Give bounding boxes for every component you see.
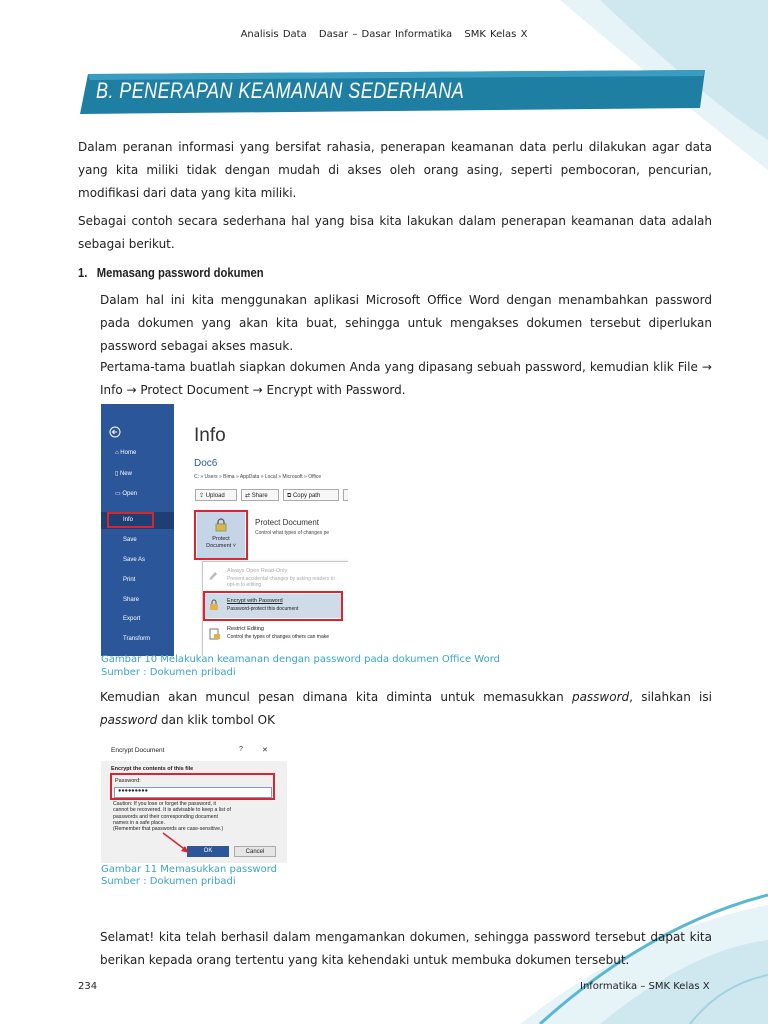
upload-button[interactable]: ⇪ Upload (195, 489, 237, 501)
running-header (0, 29, 768, 40)
sidebar-item-open[interactable]: ▭ Open (115, 491, 138, 497)
figure-encrypt-dialog-screenshot (101, 741, 287, 863)
pointer-arrow-icon (101, 741, 287, 863)
sidebar-item-share[interactable]: Share (123, 597, 140, 603)
protect-document-button[interactable]: Protect Document ˅ (197, 512, 245, 558)
protect-desc: Control what types of changes pe (255, 530, 330, 536)
paragraph-conclusion: Selamat! kita telah berhasil dalam mengamankan dokumen, sehingga password tersebut dapat kita berikan kepada orang tertentu yang kita kehendaki untuk membuka dokumen tersebut. (100, 930, 712, 967)
figure2-source: Sumber : Dokumen pribadi (101, 876, 236, 887)
word-backstage-sidebar (101, 404, 174, 656)
paragraph-word-password: Dalam hal ini kita menggunakan aplikasi Microsoft Office Word dengan menambahkan password pada dokumen yang akan kita buat, sehingga untuk mengakses dokumen tersebut diperlukan password sebagai akses masuk. (100, 293, 712, 353)
dialog-title: Encrypt Document (111, 747, 165, 754)
help-icon[interactable]: ? (239, 746, 243, 753)
close-icon[interactable]: ✕ (262, 747, 268, 754)
copy-path-button[interactable]: ⧉ Copy path (283, 489, 339, 501)
paragraph-example: Sebagai contoh secara sederhana hal yang bisa kita lakukan dalam penerapan keamanan data adalah sebagai berikut. (78, 214, 712, 251)
sidebar-item-new[interactable]: ▯ New (115, 471, 132, 477)
dialog-heading: Encrypt the contents of this file (111, 766, 194, 772)
protect-highlight-box (194, 510, 248, 560)
caution-text: Caution: If you lose or forget the password, it cannot be recovered. It is advisable to keep a list of passwords and their corresponding document names in a safe place. (Remember that passwords are case-sensitive.) (113, 801, 231, 833)
password-input[interactable]: ●●●●●●●●● (114, 787, 272, 798)
figure-word-info-screenshot (101, 404, 348, 656)
subsection-heading: 1. Memasang password dokumen (78, 266, 264, 280)
info-highlight-box (107, 512, 154, 528)
ok-button[interactable]: OK (187, 846, 229, 857)
header-subject: Analisis Data (240, 29, 307, 40)
sidebar-item-export[interactable]: Export (123, 616, 141, 622)
figure1-source: Sumber : Dokumen pribadi (101, 667, 236, 678)
protect-dropdown-menu (202, 561, 348, 656)
page-number: 234 (78, 981, 98, 992)
menu-item-restrict-editing[interactable]: Restrict Editing Control the types of changes others can make (205, 623, 345, 653)
edit-icon (208, 570, 218, 580)
sidebar-item-home[interactable]: ⌂ Home (115, 450, 137, 456)
menu-item-encrypt-password[interactable]: Encrypt with Password Password-protect this document (205, 594, 341, 618)
restrict-icon (209, 628, 221, 640)
doc-name: Doc6 (194, 458, 218, 469)
doc-path: C: » Users » Bima » AppData » Local » Microsoft » Office (194, 474, 322, 480)
info-title: Info (194, 425, 226, 446)
sidebar-item-info[interactable]: Info (123, 517, 134, 523)
share-button[interactable]: ⇄ Share (241, 489, 279, 501)
back-arrow-icon (109, 426, 121, 438)
paragraph-steps: Pertama-tama buatlah siapkan dokumen Anda yang dipasang sebuah password, kemudian klik File → Info → Protect Document → Encrypt with Password. (100, 360, 712, 397)
header-chapter: Dasar – Dasar Informatika (318, 29, 453, 40)
menu-item-read-only[interactable]: Always Open Read-Only Prevent accidental changes by asking readers to opt-in to editing. (205, 566, 345, 592)
encrypt-highlight-box (203, 591, 343, 621)
sidebar-item-save[interactable]: Save (123, 537, 137, 543)
cancel-button[interactable]: Cancel (234, 846, 276, 857)
sidebar-item-print[interactable]: Print (123, 577, 136, 583)
section-title: B. PENERAPAN KEAMANAN SEDERHANA (96, 78, 465, 103)
protect-title: Protect Document (255, 518, 320, 527)
paragraph-enter-password: Kemudian akan muncul pesan dimana kita diminta untuk memasukkan password, silahkan isi password dan klik tombol OK (100, 690, 712, 727)
sidebar-item-save-as[interactable]: Save As (123, 557, 146, 563)
sidebar-item-transform[interactable]: Transform (123, 636, 151, 642)
footer-book-title: Informatika – SMK Kelas X (580, 981, 710, 992)
password-label: Password: (115, 778, 141, 784)
header-class: SMK Kelas X (464, 29, 528, 40)
more-button[interactable] (343, 489, 348, 501)
figure1-caption: Gambar 10 Melakukan keamanan dengan password pada dokumen Office Word (101, 654, 501, 665)
figure2-caption: Gambar 11 Memasukkan password (101, 864, 278, 875)
paragraph-intro: Dalam peranan informasi yang bersifat rahasia, penerapan keamanan data perlu dilakukan agar data yang kita miliki tidak dengan mudah di akses oleh orang asing, seperti pembocoran, pencurian, modifikasi dari data yang kita miliki. (78, 140, 712, 200)
